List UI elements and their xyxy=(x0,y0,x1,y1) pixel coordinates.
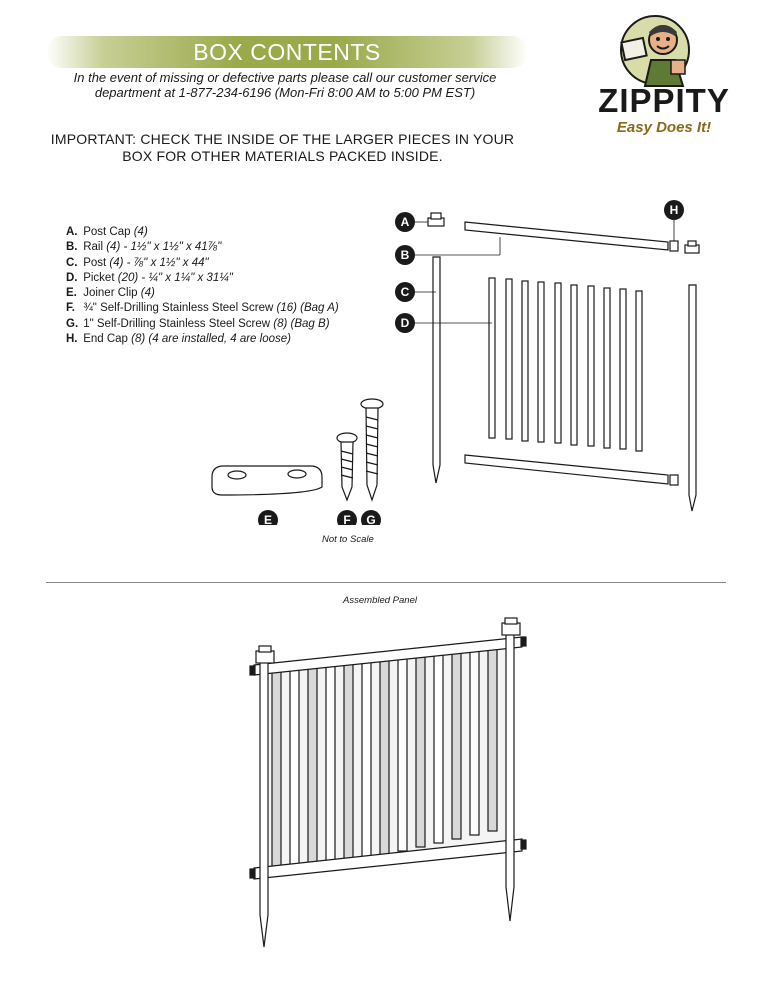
callout-a: A xyxy=(400,215,410,229)
part-detail: (4) xyxy=(140,287,155,300)
mascot-logo xyxy=(605,10,705,90)
assembled-end-cap xyxy=(521,637,526,646)
assembled-right-post xyxy=(506,633,514,921)
callout-h: H xyxy=(669,203,679,217)
part-letter: E. xyxy=(66,287,77,300)
end-cap-loose-part xyxy=(685,241,699,253)
part-letter: B. xyxy=(66,241,78,254)
part-letter: F. xyxy=(66,302,75,315)
assembled-panel-caption: Assembled Panel xyxy=(343,595,417,606)
service-note xyxy=(40,70,530,100)
right-post-part xyxy=(689,285,696,511)
part-name: Rail xyxy=(83,241,104,254)
important-note xyxy=(30,131,535,165)
parts-diagram xyxy=(200,195,740,525)
callout-e: E xyxy=(263,513,273,525)
callout-f: F xyxy=(343,513,351,525)
part-detail: (8) (Bag B) xyxy=(273,317,330,330)
part-name: Post xyxy=(83,256,107,269)
part-detail: (8) (4 are installed, 4 are loose) xyxy=(131,333,291,346)
callout-b: B xyxy=(400,248,410,262)
short-screw-part xyxy=(337,433,357,500)
joiner-clip-part xyxy=(212,466,322,495)
section-divider xyxy=(46,582,726,583)
end-cap-part-lower xyxy=(670,475,678,485)
callout-g: G xyxy=(366,513,376,525)
part-letter: G. xyxy=(66,317,79,330)
assembled-left-post xyxy=(260,660,268,947)
part-detail: (20) - ¼" x 1¼" x 31¼" xyxy=(117,271,233,284)
left-post-part xyxy=(433,257,440,483)
part-name: Picket xyxy=(83,271,115,284)
part-name: End Cap xyxy=(83,333,128,346)
not-to-scale-caption: Not to Scale xyxy=(322,534,374,545)
assembled-right-post-cap xyxy=(502,618,520,635)
assembled-left-post-cap xyxy=(256,646,274,663)
page-title: BOX CONTENTS xyxy=(193,39,381,65)
end-cap-part xyxy=(670,241,678,251)
top-rail-part xyxy=(465,222,668,250)
assembled-end-cap xyxy=(250,666,255,675)
callout-d: D xyxy=(400,316,410,330)
important-line-1: IMPORTANT: CHECK THE INSIDE OF THE LARGER PIECES IN YOUR xyxy=(50,131,515,147)
part-name: 1" Self-Drilling Stainless Steel Screw xyxy=(83,317,271,330)
part-name: Post Cap xyxy=(83,226,131,238)
assembled-pickets xyxy=(266,643,510,870)
brand-tagline: Easy Does It! xyxy=(616,119,712,136)
callout-c: C xyxy=(400,285,410,299)
important-line-2: BOX FOR OTHER MATERIALS PACKED INSIDE. xyxy=(122,148,443,164)
assembled-end-cap xyxy=(521,840,526,849)
part-name: ¾" Self-Drilling Stainless Steel Screw xyxy=(83,302,274,315)
service-line-2: department at 1-877-234-6196 (Mon-Fri 8:00 AM to 5:00 PM EST) xyxy=(94,85,476,100)
part-detail: (4) - 1½" x 1½" x 41⅞" xyxy=(106,241,222,254)
assembled-panel-diagram xyxy=(240,615,540,955)
part-letter: H. xyxy=(66,333,78,346)
assembled-end-cap xyxy=(250,869,255,878)
service-line-1: In the event of missing or defective parts please call our customer service xyxy=(73,70,497,85)
part-letter: D. xyxy=(66,271,78,284)
post-cap-part xyxy=(428,213,444,226)
part-letter: A. xyxy=(66,226,78,238)
brand-name: ZIPPITY xyxy=(598,82,730,119)
part-name: Joiner Clip xyxy=(83,287,138,300)
part-letter: C. xyxy=(66,256,78,269)
part-detail: (4) xyxy=(133,226,148,238)
pickets-part xyxy=(489,278,642,451)
part-detail: (4) - ⅞" x 1½" x 44" xyxy=(109,256,209,269)
bottom-rail-part xyxy=(465,455,668,484)
long-screw-part xyxy=(361,399,383,500)
part-detail: (16) (Bag A) xyxy=(276,302,339,315)
